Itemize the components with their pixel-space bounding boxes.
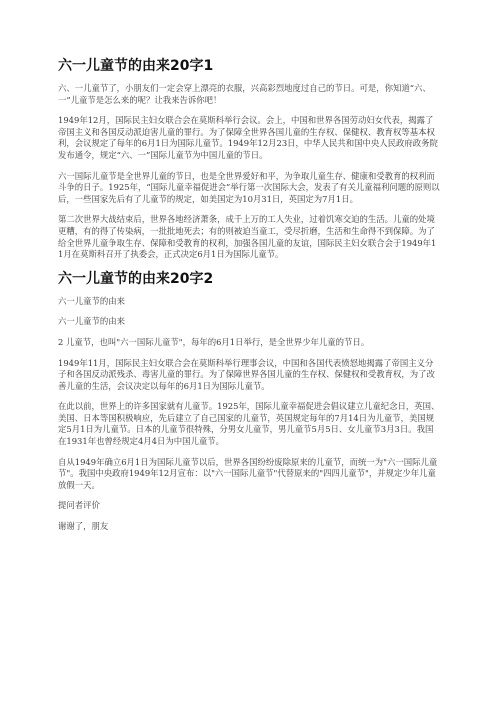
paragraph-1949-meeting: 1949年12月，国际民主妇女联合会在莫斯科举行会议。会上，中国和世界各国劳动妇女代表，揭露了帝国主义和各国反动派迫害儿童的罪行。为了保障全世界各国儿童的生存权、保健权、教育权等基本权利，会议规定了每年的6月1日为国际儿童节。1949年12月23日，中华人民共和国中央人民政府政务院发布通令，规定“六、一”国际儿童节为中国儿童的节日。 (58, 115, 438, 160)
heading-1: 六一儿童节的由来20字1 (58, 58, 214, 74)
heading-2: 六一儿童节的由来20字2 (58, 270, 214, 287)
asker-review-label: 提问者评价 (58, 500, 100, 511)
asker-review-text: 谢谢了，朋友 (58, 521, 109, 532)
paragraph-global-day: 六一国际儿童节是全世界儿童的节日，也是全世界爱好和平，为争取儿童生存、健康和受教育的权利而斗争的日子。1925年，“国际儿童幸福促进会”举行第一次国际大会，发表了有关儿童福利问题的原则以后，一些国家先后有了儿童节的规定，如美国定为10月31日，英国定为7月1日。 (58, 170, 440, 204)
paragraph-postwar: 第二次世界大战结束后，世界各地经济萧条，成千上万的工人失业，过着饥寒交迫的生活。儿童的处境更糟，有的得了传染病，一批批地死去；有的则被迫当童工，受尽折磨，生活和生命得不到保障。为了给全世界儿童争取生存、保障和受教育的权利，加强各国儿童的友谊，国际民主妇女联合会于1949年11月在莫斯科召开了执委会，正式决定6月1日为国际儿童节。 (58, 214, 437, 260)
paragraph-unification: 自从1949年确立6月1日为国际儿童节以后，世界各国纷纷废除原来的儿童节，而统一为"六一国际儿童节"。我国中央政府1949年12月宣布：以"六一国际儿童节"代替原来的"四四儿童节"，并规定少年儿童放假一天。 (58, 456, 438, 490)
paragraph-subtitle-2: 六一儿童节的由来 (58, 316, 125, 327)
paragraph-1949-council: 1949年11月，国际民主妇女联合会在莫斯科举行理事会议，中国和各国代表愤怒地揭露了帝国主义分子和各国反动派残杀、毒害儿童的罪行。为了保障世界各国儿童的生存权、保健权和受教育权，为了改善儿童的生活，会议决定以每年的6月1日为国际儿童节。 (58, 357, 435, 391)
paragraph-history: 在此以前，世界上的许多国家就有儿童节。1925年，国际儿童幸福促进会倡议建立儿童纪念日，英国、美国、日本等国积极响应，先后建立了自己国家的儿童节，英国规定每年的7月14日为儿童节，美国规定5月1日为儿童节。日本的儿童节很特殊，分男女儿童节，男儿童节5月5日、女儿童节3月3日。我国在1931年也曾经规定4月4日为中国儿童节。 (58, 401, 440, 447)
paragraph-subtitle-1: 六一儿童节的由来 (58, 295, 125, 306)
paragraph-definition: 2 儿童节，也叫"六一国际儿童节"，每年的6月1日举行，是全世界少年儿童的节日。 (58, 336, 370, 347)
paragraph-intro: 六、一儿童节了，小朋友们一定会穿上漂亮的衣服，兴高彩烈地度过自己的节日。可是，你知道“六、一”儿童节是怎么来的呢？让我来告诉你吧！ (58, 83, 431, 105)
document-body (58, 57, 440, 533)
